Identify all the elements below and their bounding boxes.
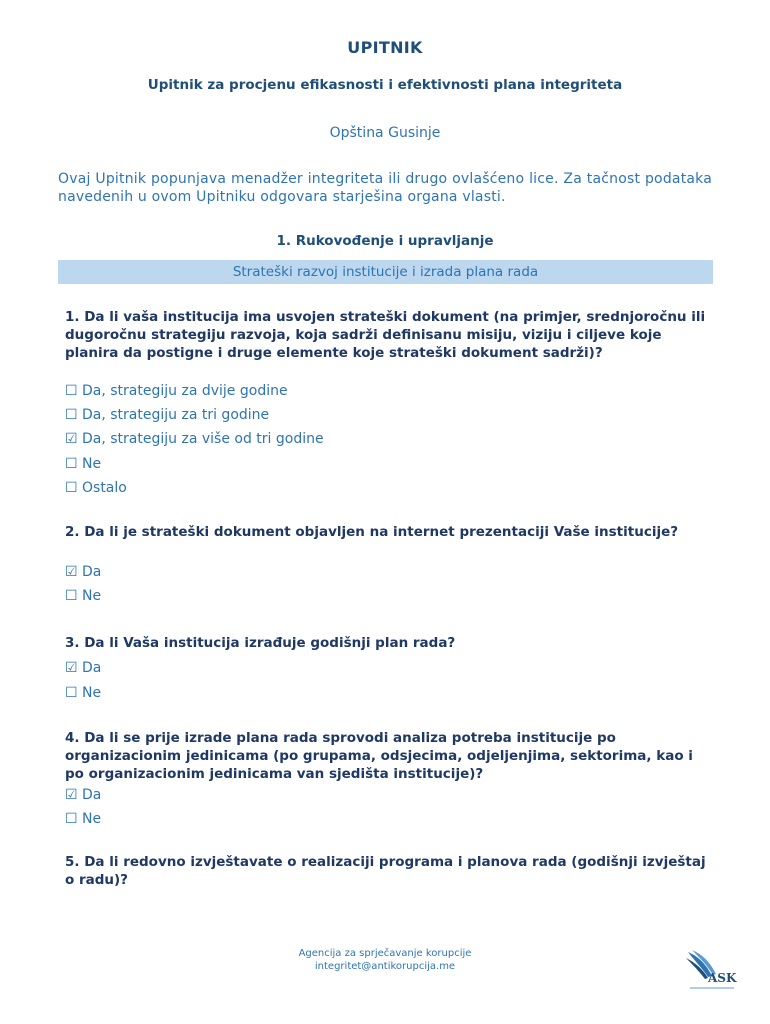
wings-logo-icon xyxy=(684,946,738,992)
section-band: Strateški razvoj institucije i izrada plana rada xyxy=(58,260,713,284)
checkbox-icon[interactable]: ☐ xyxy=(65,456,78,472)
checkbox-checked-icon[interactable]: ☑ xyxy=(65,660,78,676)
logo-text: ASK xyxy=(708,971,737,985)
question-1-text: 1. Da li vaša institucija ima usvojen strateški dokument (na primjer, srednjoročnu ili dugoročnu strategiju razvoja, koja sadrži definisanu misiju, viziju i ciljeve koje planira da postigne i druge elemente koje strateški dokument sadrži)? xyxy=(65,309,706,361)
municipality-name: Opština Gusinje xyxy=(329,125,441,141)
option-label: Ne xyxy=(82,456,102,472)
question-5-text: 5. Da li redovno izvještavate o realizaciji programa i planova rada (godišnji izvještaj o radu)? xyxy=(65,854,706,888)
question-3-option-2[interactable] xyxy=(65,684,101,702)
intro-paragraph: Ovaj Upitnik popunjava menadžer integriteta ili drugo ovlašćeno lice. Za tačnost podataka navedenih u ovom Upitniku odgovara starješina organa vlasti. xyxy=(58,171,712,205)
checkbox-icon[interactable]: ☐ xyxy=(65,811,78,827)
section-title: 1. Rukovođenje i upravljanje xyxy=(276,233,494,249)
footer-agency-name: Agencija za sprječavanje korupcije xyxy=(298,948,472,959)
option-label: Da xyxy=(82,787,102,803)
question-2-text: 2. Da li je strateški dokument objavljen na internet prezentaciji Vaše institucije? xyxy=(65,524,679,540)
option-label: Ostalo xyxy=(82,480,127,496)
question-4-option-1[interactable] xyxy=(65,786,101,804)
question-4-text: 4. Da li se prije izrade plana rada sprovodi analiza potreba institucije po organizacionim jedinicama (po grupama, odsjecima, odjeljenjima, sektorima, kao i po organizacionim jedinicama van sjedišta institucije)? xyxy=(65,730,693,782)
question-1-option-3[interactable] xyxy=(65,430,324,448)
option-label: Da, strategiju za dvije godine xyxy=(82,383,288,399)
document-title: UPITNIK xyxy=(347,38,423,57)
option-label: Da, strategiju za više od tri godine xyxy=(82,431,324,447)
document-subtitle: Upitnik za procjenu efikasnosti i efektivnosti plana integriteta xyxy=(147,77,623,93)
footer-email: integritet@antikorupcija.me xyxy=(314,961,456,972)
checkbox-icon[interactable]: ☐ xyxy=(65,685,78,701)
question-2-option-1[interactable] xyxy=(65,563,101,581)
page-footer xyxy=(0,947,770,973)
question-1-option-1[interactable] xyxy=(65,382,288,400)
question-1-option-2[interactable] xyxy=(65,406,269,424)
checkbox-checked-icon[interactable]: ☑ xyxy=(65,787,78,803)
option-label: Da xyxy=(82,660,102,676)
question-1-option-5[interactable] xyxy=(65,479,127,497)
question-3-text: 3. Da li Vaša institucija izrađuje godišnji plan rada? xyxy=(65,635,456,651)
checkbox-icon[interactable]: ☐ xyxy=(65,480,78,496)
question-4-option-2[interactable] xyxy=(65,810,101,828)
checkbox-icon[interactable]: ☐ xyxy=(65,588,78,604)
option-label: Ne xyxy=(82,811,102,827)
option-label: Da xyxy=(82,564,102,580)
option-label: Ne xyxy=(82,588,102,604)
question-2-option-2[interactable] xyxy=(65,587,101,605)
checkbox-icon[interactable]: ☐ xyxy=(65,407,78,423)
question-1-option-4[interactable] xyxy=(65,455,101,473)
checkbox-checked-icon[interactable]: ☑ xyxy=(65,431,78,447)
checkbox-checked-icon[interactable]: ☑ xyxy=(65,564,78,580)
question-3-option-1[interactable] xyxy=(65,659,101,677)
checkbox-icon[interactable]: ☐ xyxy=(65,383,78,399)
option-label: Ne xyxy=(82,685,102,701)
option-label: Da, strategiju za tri godine xyxy=(82,407,270,423)
